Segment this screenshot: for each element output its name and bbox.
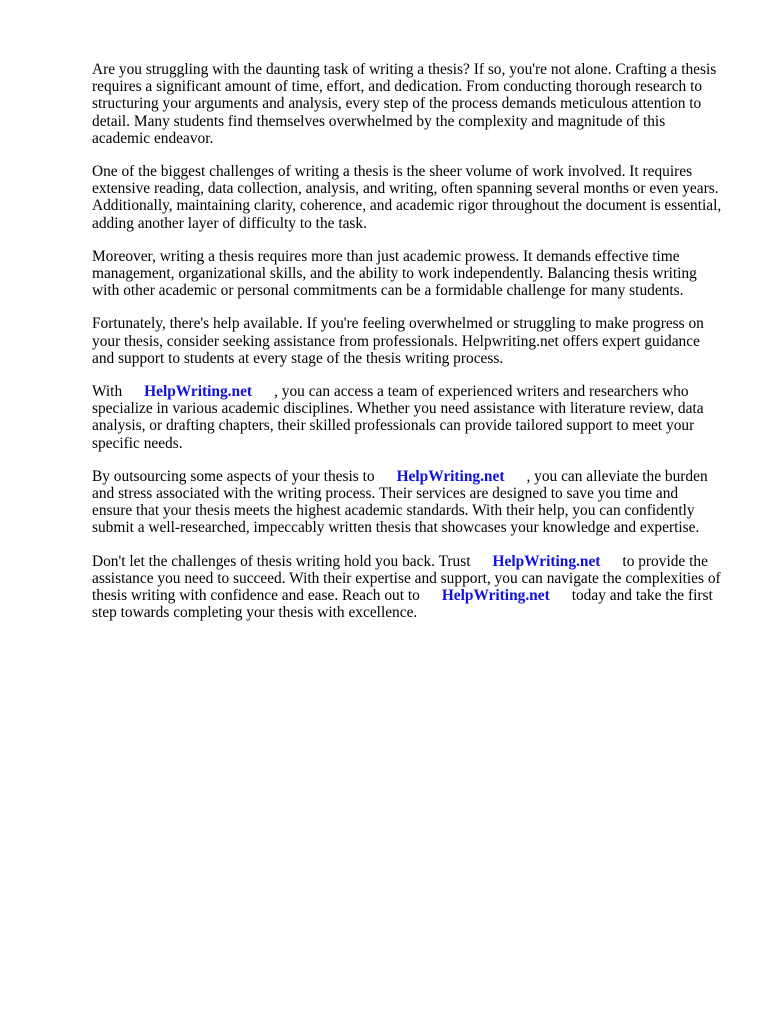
paragraph-text: , you can alleviate the burden and stress associated with the writing process. Their services are designed to save you time and ensure that your thesis meets the highest academic standards. With their help, you can confidently submit a well-researched, impeccably written thesis that showcases your knowledge and expertise. (92, 467, 708, 537)
paragraph-text: Moreover, writing a thesis requires more than just academic prowess. It demands effective time management, organizational skills, and the ability to work independently. Balancing thesis writing with other academic or personal commitments can be a formidable challenge for many students. (92, 247, 697, 300)
helpwriting-link[interactable]: HelpWriting.net (441, 587, 550, 605)
paragraph-text: One of the biggest challenges of writing a thesis is the sheer volume of work involved. It requires extensive reading, data collection, analysis, and writing, often spanning several months or even years. Additionally, maintaining clarity, coherence, and academic rigor throughout the document is essential, adding another layer of difficulty to the task. (92, 163, 722, 232)
paragraph-text: Don't let the challenges of thesis writing hold you back. Trust (92, 552, 471, 570)
paragraph-team (92, 383, 722, 452)
paragraph-text: to provide the assistance you need to succeed. With their expertise and support, you can navigate the complexities of thesis writing with confidence and ease. Reach out to (92, 552, 721, 605)
paragraph-challenges (92, 163, 722, 232)
paragraph-text: , you can access a team of experienced writers and researchers who specialize in various academic disciplines. Whether you need assistance with literature review, data analysis, or drafting chapters, their skilled professionals can provide tailored support to meet your specific needs. (92, 383, 704, 452)
paragraph-help (92, 315, 722, 367)
paragraph-text: today and take the first step towards completing your thesis with excellence. (92, 587, 713, 622)
paragraph-text: With (92, 383, 123, 401)
paragraph-text: Fortunately, there's help available. If you're feeling overwhelmed or struggling to make progress on your thesis, consider seeking assistance from professionals. Helpwriting.net offers expert guidance and support to students at every stage of the thesis writing process. (92, 315, 704, 367)
paragraph-text: Are you struggling with the daunting task of writing a thesis? If so, you're not alone. Crafting a thesis requires a significant amount of time, effort, and dedication. From conducting thorough research to structuring your arguments and analysis, every step of the process demands meticulous attention to detail. Many students find themselves overwhelmed by the complexity and magnitude of this academic endeavor. (92, 61, 717, 147)
document-page (92, 61, 722, 637)
helpwriting-link[interactable]: HelpWriting.net (492, 552, 601, 570)
paragraph-intro (92, 61, 722, 147)
paragraph-skills (92, 248, 722, 300)
helpwriting-link[interactable]: HelpWriting.net (396, 467, 505, 485)
helpwriting-link[interactable]: HelpWriting.net (144, 383, 253, 401)
paragraph-outsourcing (92, 468, 722, 537)
paragraph-conclusion (92, 553, 722, 622)
paragraph-text: By outsourcing some aspects of your thesis to (92, 467, 375, 485)
